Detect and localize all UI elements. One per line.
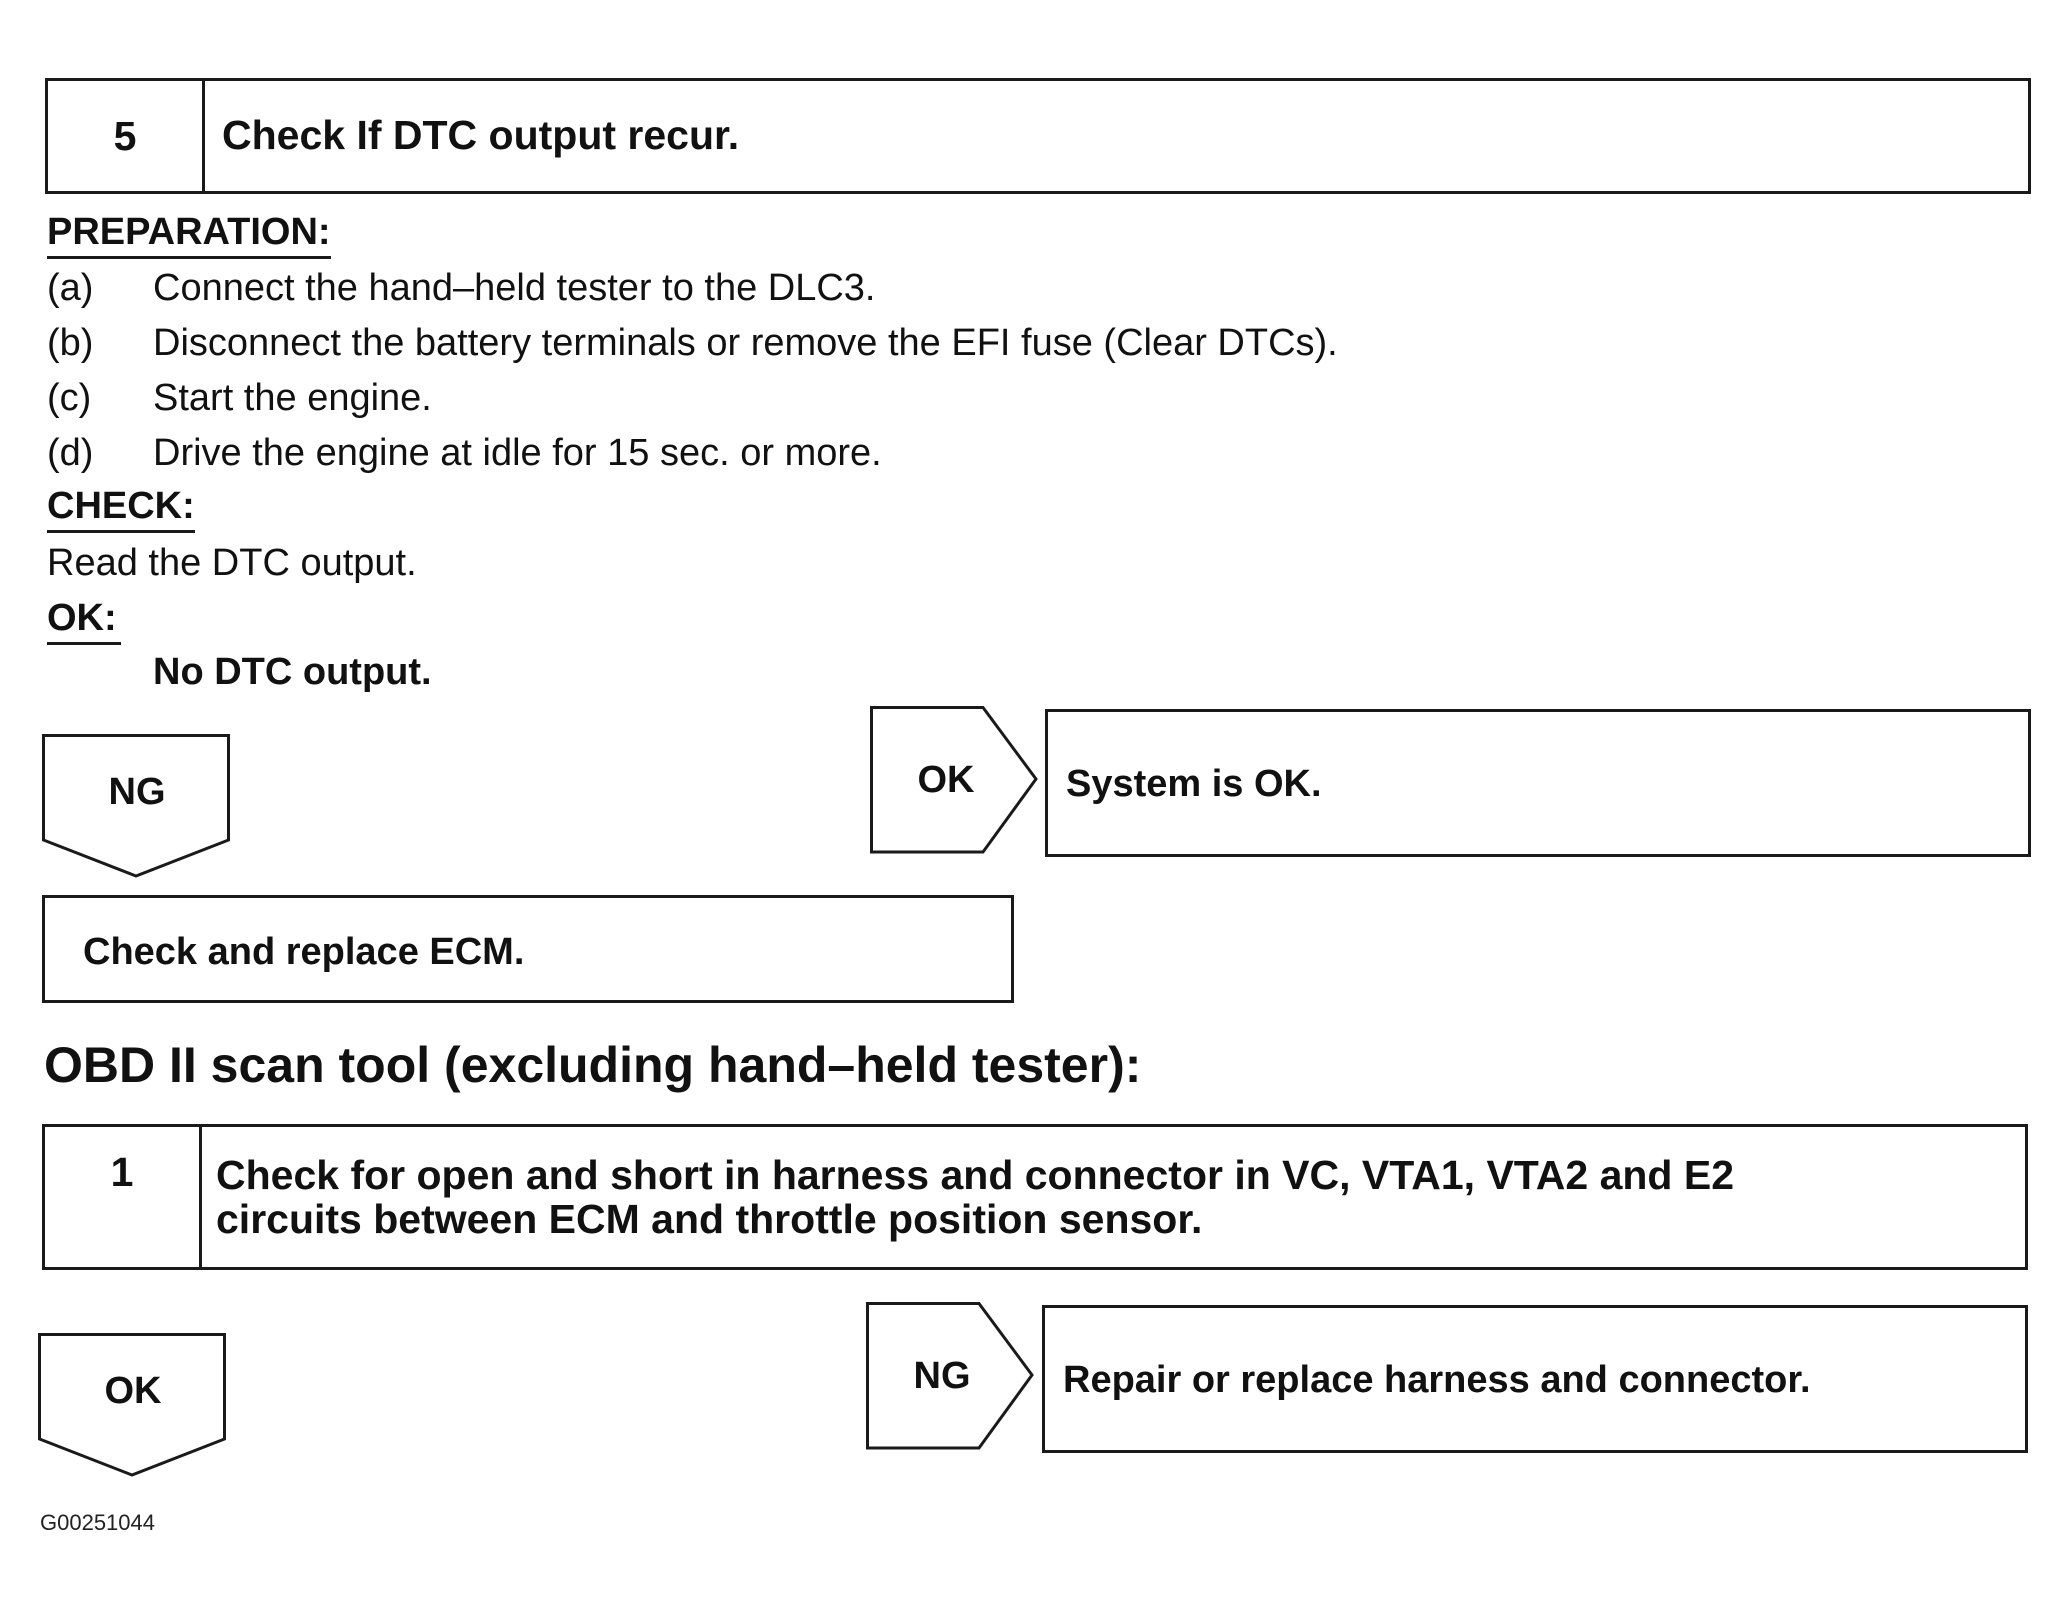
system-ok-text: System is OK. xyxy=(1066,763,1322,805)
prep-item-b: Disconnect the battery terminals or remove the EFI fuse (Clear DTCs). xyxy=(153,322,1338,364)
prep-item-d: Drive the engine at idle for 15 sec. or more. xyxy=(153,432,882,474)
list-letter-c: (c) xyxy=(47,377,92,419)
preparation-heading: PREPARATION: xyxy=(47,210,331,259)
ok-label: OK xyxy=(104,1370,162,1412)
step-number: 1 xyxy=(45,1127,202,1267)
system-ok-box xyxy=(1045,709,2031,857)
check-heading: CHECK: xyxy=(47,484,195,533)
replace-ecm-text: Check and replace ECM. xyxy=(83,931,525,973)
ok-label: OK xyxy=(917,759,975,801)
step-title: Check If DTC output recur. xyxy=(222,112,740,158)
step-title-line-1: Check for open and short in harness and connector in VC, VTA1, VTA2 and E2 xyxy=(216,1152,1735,1198)
step-1-header xyxy=(42,1124,2028,1270)
repair-harness-text: Repair or replace harness and connector. xyxy=(1063,1359,1811,1401)
replace-ecm-box xyxy=(42,895,1014,1003)
repair-harness-box xyxy=(1042,1305,2028,1453)
list-letter-b: (b) xyxy=(47,322,94,364)
list-letter-a: (a) xyxy=(47,267,94,309)
step-title-line-2: circuits between ECM and throttle position sensor. xyxy=(216,1196,1203,1242)
list-letter-d: (d) xyxy=(47,432,94,474)
ng-label: NG xyxy=(913,1355,971,1397)
check-text: Read the DTC output. xyxy=(47,542,417,584)
ng-label: NG xyxy=(108,771,166,813)
obd-scan-tool-heading: OBD II scan tool (excluding hand–held tester): xyxy=(44,1037,1142,1093)
step-number: 5 xyxy=(48,81,205,191)
prep-item-a: Connect the hand–held tester to the DLC3. xyxy=(153,267,876,309)
figure-id: G00251044 xyxy=(40,1510,155,1535)
ok-criteria-text: No DTC output. xyxy=(153,651,432,693)
ok-heading: OK: xyxy=(47,596,121,645)
prep-item-c: Start the engine. xyxy=(153,377,432,419)
step-5-header xyxy=(45,78,2031,194)
